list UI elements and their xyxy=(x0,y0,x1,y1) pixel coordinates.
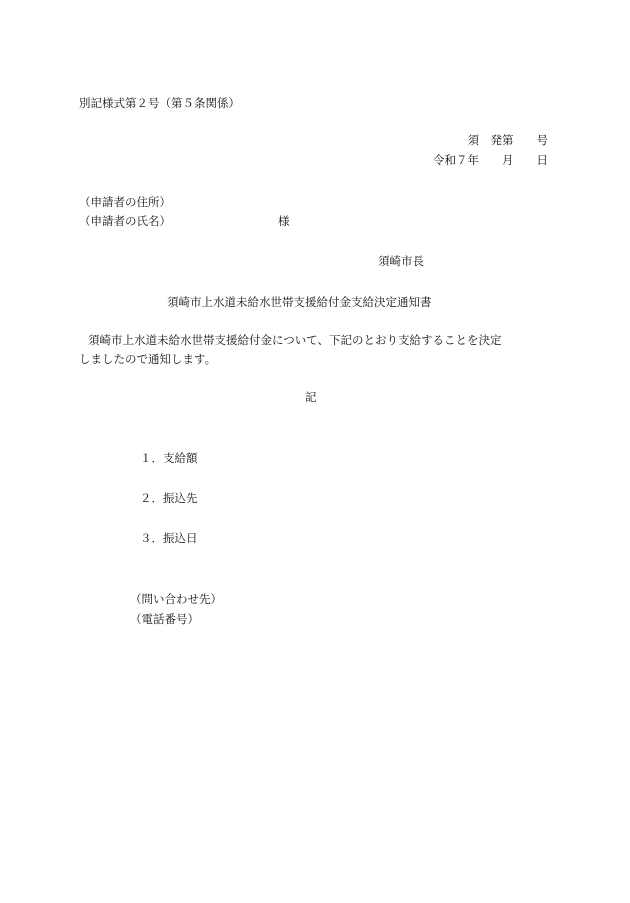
list-item xyxy=(140,531,198,545)
list-item xyxy=(140,451,198,465)
item-label: 振込日 xyxy=(163,531,198,545)
item-number: ２． xyxy=(140,491,163,505)
document-date: 令和７年 月 日 xyxy=(433,153,548,167)
form-label: 別記様式第２号（第５条関係） xyxy=(79,96,240,110)
document-number: 須 発第 号 xyxy=(467,133,548,147)
applicant-address-label: （申請者の住所） xyxy=(79,195,171,209)
applicant-name-label: （申請者の氏名） xyxy=(79,214,171,228)
honorific: 様 xyxy=(278,214,290,228)
item-label: 振込先 xyxy=(163,491,198,505)
contact-phone: （電話番号） xyxy=(130,612,199,626)
ki-heading: 記 xyxy=(305,390,317,404)
item-label: 支給額 xyxy=(163,451,198,465)
body-text-line-1: 須崎市上水道未給水世帯支援給付金について、下記のとおり支給することを決定 xyxy=(88,333,502,347)
document-title: 須崎市上水道未給水世帯支援給付金支給決定通知書 xyxy=(167,295,432,309)
item-number: １． xyxy=(140,451,163,465)
list-item xyxy=(140,491,198,505)
sender-name: 須崎市長 xyxy=(378,254,424,268)
contact-inquiry: （問い合わせ先） xyxy=(130,592,222,606)
item-number: ３． xyxy=(140,531,163,545)
body-text-line-2: しましたので通知します。 xyxy=(79,352,217,366)
